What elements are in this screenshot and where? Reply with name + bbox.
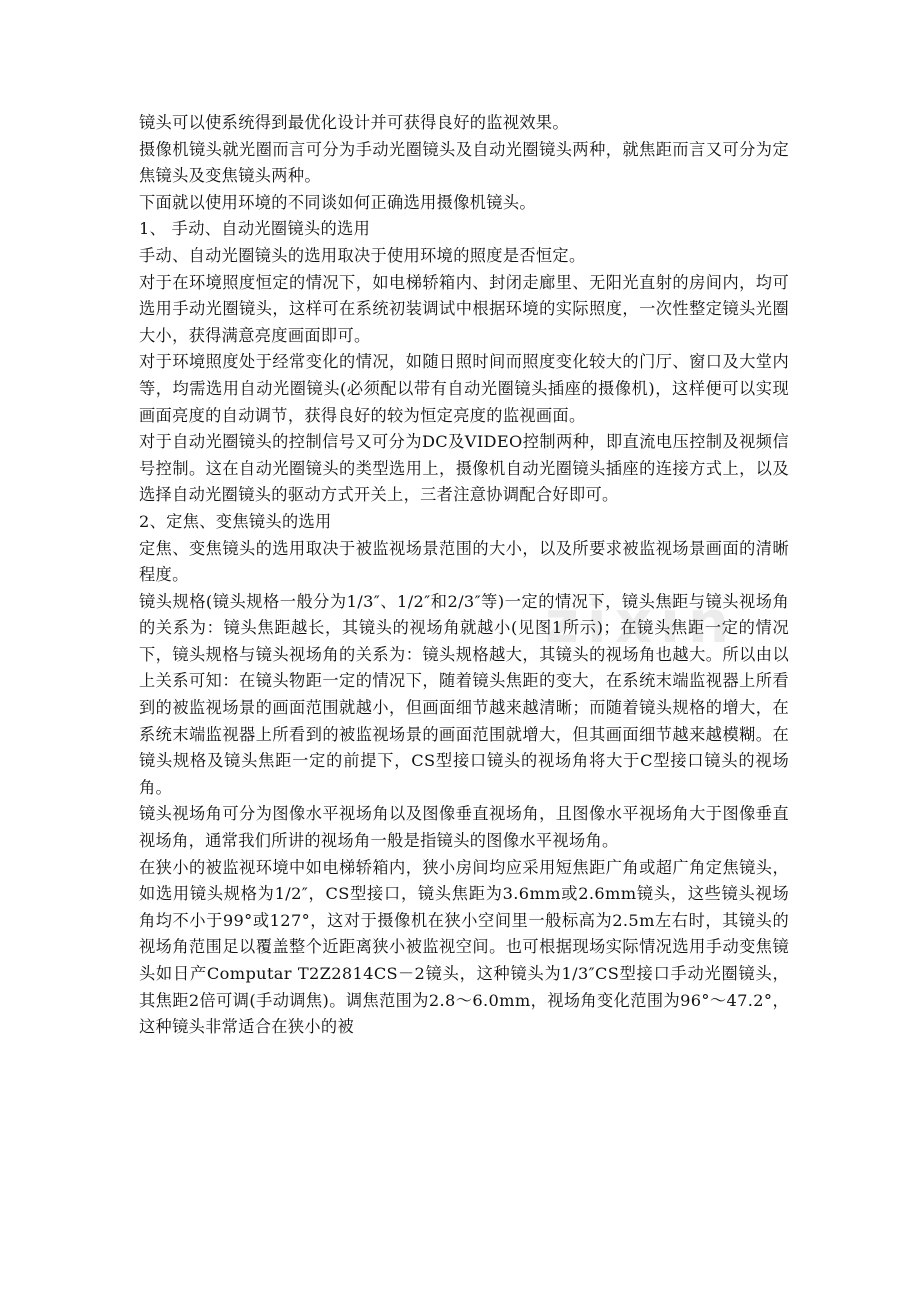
watermark: zixin [545,588,738,656]
paragraph: 摄像机镜头就光圈而言可分为手动光圈镜头及自动光圈镜头两种，就焦距而言又可分为定焦镜头及变焦镜头两种。 [139,139,789,186]
section-heading: 2、定焦、变焦镜头的选用 [139,511,332,531]
paragraph: 手动、自动光圈镜头的选用取决于使用环境的照度是否恒定。 [139,245,586,265]
paragraph: 对于自动光圈镜头的控制信号又可分为DC及VIDEO控制两种，即直流电压控制及视频信号控制。这在自动光圈镜头的类型选用上，摄像机自动光圈镜头插座的连接方式上，以及选择自动光圈镜头的驱动方式开关上，三者注意协调配合好即可。 [139,432,789,505]
paragraph: 镜头规格(镜头规格一般分为1/3″、1/2″和2/3″等)一定的情况下，镜头焦距与镜头视场角的关系为：镜头焦距越长，其镜头的视场角就越小(见图1所示)；在镜头焦距一定的情况下，镜头规格与镜头视场角的关系为：镜头规格越大，其镜头的视场角也越大。所以由以上关系可知：在镜头物距一定的情况下，随着镜头焦距的变大，在系统末端监视器上所看到的被监视场景的画面范围就越小，但画面细节越来越清晰；而随着镜头规格的增大，在系统末端监视器上所看到的被监视场景的画面范围就增大，但其画面细节越来越模糊。在镜头规格及镜头焦距一定的前提下，CS型接口镜头的视场角将大于C型接口镜头的视场角。 [139,591,789,797]
paragraph: 对于环境照度处于经常变化的情况，如随日照时间而照度变化较大的门厅、窗口及大堂内等，均需选用自动光圈镜头(必须配以带有自动光圈镜头插座的摄像机)，这样便可以实现画面亮度的自动调节，获得良好的较为恒定亮度的监视画面。 [139,352,789,425]
paragraph: 对于在环境照度恒定的情况下，如电梯轿箱内、封闭走廊里、无阳光直射的房间内，均可选用手动光圈镜头，这样可在系统初装调试中根据环境的实际照度，一次性整定镜头光圈大小，获得满意亮度画面即可。 [139,272,789,345]
paragraph: 镜头视场角可分为图像水平视场角以及图像垂直视场角，且图像水平视场角大于图像垂直视场角，通常我们所讲的视场角一般是指镜头的图像水平视场角。 [139,804,789,851]
paragraph: 镜头可以使系统得到最优化设计并可获得良好的监视效果。 [139,113,569,132]
paragraph: 下面就以使用环境的不同谈如何正确选用摄像机镜头。 [139,192,536,212]
paragraph: 定焦、变焦镜头的选用取决于被监视场景范围的大小，以及所要求被监视场景画面的清晰程度。 [139,538,789,585]
paragraph: 在狭小的被监视环境中如电梯轿箱内，狭小房间均应采用短焦距广角或超广角定焦镜头，如选用镜头规格为1/2″，CS型接口，镜头焦距为3.6mm或2.6mm镜头，这些镜头视场角均不小于99°或127°，这对于摄像机在狭小空间里一般标高为2.5m左右时，其镜头的视场角范围足以覆盖整个近距离狭小被监视空间。也可根据现场实际情况选用手动变焦镜头如日产Computar T2Z2814CS－2镜头，这种镜头为1/3″CS型接口手动光圈镜头，其焦距2倍可调(手动调焦)。调焦范围为2.8～6.0mm，视场角变化范围为96°～47.2°，这种镜头非常适合在狭小的被 [139,857,789,1037]
section-heading: 1、 手动、自动光圈镜头的选用 [139,219,371,239]
document-body [139,110,789,1041]
